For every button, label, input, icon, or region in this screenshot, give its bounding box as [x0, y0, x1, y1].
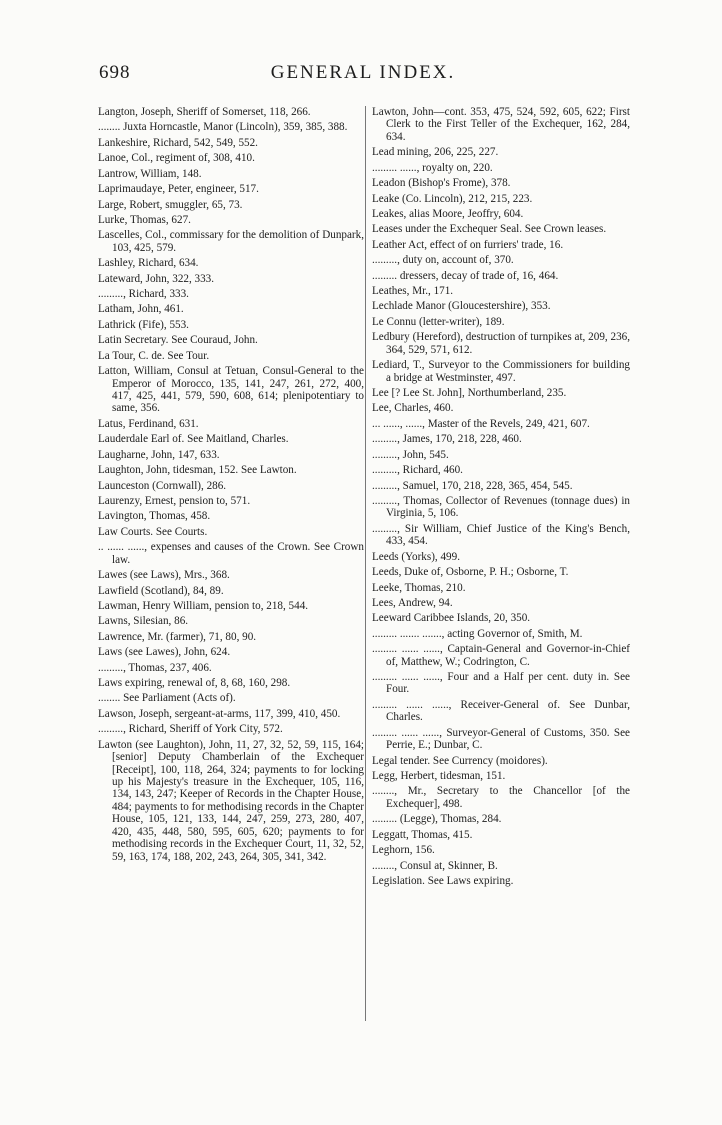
index-entry: ........., John, 545.	[372, 448, 449, 461]
index-entry: Large, Robert, smuggler, 65, 73.	[98, 198, 243, 211]
index-entry: ........., Samuel, 170, 218, 228, 365, 454, 545.	[372, 479, 573, 492]
page-number: 698	[99, 62, 131, 83]
index-entry: .. ...... ......, expenses and causes of the Crown. See Crown law.	[98, 541, 364, 566]
index-entry: Langton, Joseph, Sheriff of Somerset, 118, 266.	[98, 106, 311, 118]
index-entry: Leggatt, Thomas, 415.	[372, 828, 473, 841]
index-entry: Leeds (Yorks), 499.	[372, 550, 460, 563]
index-entry: Laws expiring, renewal of, 8, 68, 160, 298.	[98, 677, 291, 690]
index-entry: ........., Thomas, 237, 406.	[98, 661, 212, 674]
index-entry: Lead mining, 206, 225, 227.	[372, 146, 499, 159]
index-entry: ........., Thomas, Collector of Revenues (tonnage dues) in Virginia, 5, 106.	[372, 494, 630, 520]
index-entry: Ledbury (Hereford), destruction of turnpikes at, 209, 236, 364, 529, 571, 612.	[372, 331, 630, 356]
index-entry: Leadon (Bishop's Frome), 378.	[372, 177, 511, 190]
index-entry: Latham, John, 461.	[98, 303, 184, 316]
index-entry: Leather Act, effect of on furriers' trade, 16.	[372, 238, 564, 251]
index-entry: Le Connu (letter-writer), 189.	[372, 315, 505, 328]
index-entry: Legg, Herbert, tidesman, 151.	[372, 769, 506, 782]
index-entry: Lankeshire, Richard, 542, 549, 552.	[98, 136, 258, 149]
index-entry: Leases under the Exchequer Seal. See Crown leases.	[372, 223, 607, 236]
index-column-left	[98, 106, 364, 866]
index-entry: Laprimaudaye, Peter, engineer, 517.	[98, 183, 259, 196]
index-entry: Legislation. See Laws expiring.	[372, 874, 514, 887]
index-entry: ......... ...... ......, Surveyor-General of Customs, 350. See Perrie, E.; Dunbar, C.	[372, 726, 630, 752]
index-entry: ......... (Legge), Thomas, 284.	[372, 813, 502, 826]
index-entry: Lathrick (Fife), 553.	[98, 318, 189, 331]
index-entry: Latton, William, Consul at Tetuan, Consul-General to the Emperor of Morocco, 135, 141, 247, 261, 272, 400, 417, 425, 441, 579, 590, 608, 614; plenipotentiary to same, 356.	[98, 365, 364, 415]
index-entry: ........., Richard, Sheriff of York City, 572.	[98, 723, 283, 736]
index-entry: Leakes, alias Moore, Jeoffry, 604.	[372, 207, 524, 220]
index-entry: ........., Richard, 460.	[372, 464, 463, 477]
index-entry: Launceston (Cornwall), 286.	[98, 479, 227, 492]
index-entry: Lascelles, Col., commissary for the demolition of Dunpark, 103, 425, 579.	[98, 229, 364, 254]
index-entry: ... ......, ......, Master of the Revels, 249, 421, 607.	[372, 417, 590, 430]
page-header	[99, 62, 627, 90]
index-entry: Lawrence, Mr. (farmer), 71, 80, 90.	[98, 630, 257, 643]
index-entry: Lateward, John, 322, 333.	[98, 272, 215, 285]
index-entry: Lees, Andrew, 94.	[372, 596, 453, 609]
index-entry: ........, Consul at, Skinner, B.	[372, 859, 498, 872]
index-column-right	[372, 106, 630, 890]
index-entry: Laughton, John, tidesman, 152. See Lawton.	[98, 464, 297, 477]
index-entry: Lee [? Lee St. John], Northumberland, 235.	[372, 387, 567, 400]
index-entry: Lawman, Henry William, pension to, 218, 544.	[98, 599, 309, 612]
index-entry: Lauderdale Earl of. See Maitland, Charles.	[98, 433, 289, 446]
index-entry: Lee, Charles, 460.	[372, 402, 454, 415]
index-entry: Lawton (see Laughton), John, 11, 27, 32, 52, 59, 115, 164; [senior] Deputy Chamberlain of the Exchequer [Receipt], 100, 118, 264, 324; payments to for locking up his Majesty's treasure in the Exchequer, 105, 116, 134, 143, 247; Keeper of Records in the Chapter House, 484; payments to for methodising records in the Chapter House, 105, 121, 133, 144, 247, 259, 273, 280, 407, 420, 435, 448, 580, 595, 605, 620; payments to for methodising records in the Exchequer Court, 11, 32, 52, 59, 163, 174, 188, 202, 243, 264, 305, 341, 342.	[98, 738, 364, 863]
column-divider	[365, 106, 366, 1021]
index-entry: Lawfield (Scotland), 84, 89.	[98, 584, 224, 597]
index-entry: ........., Richard, 333.	[98, 288, 189, 301]
index-entry: Lantrow, William, 148.	[98, 167, 202, 180]
index-entry: ......... ...... ......, Four and a Half per cent. duty in. See Four.	[372, 671, 630, 696]
index-entry: Latus, Ferdinand, 631.	[98, 417, 199, 430]
index-entry: Lawton, John—cont. 353, 475, 524, 592, 605, 622; First Clerk to the First Teller of the Exchequer, 162, 284, 634.	[372, 106, 630, 143]
index-entry: Latin Secretary. See Couraud, John.	[98, 334, 258, 347]
index-entry: Leake (Co. Lincoln), 212, 215, 223.	[372, 192, 533, 205]
index-entry: Laugharne, John, 147, 633.	[98, 448, 220, 461]
index-entry: ......... ....... ......., acting Governor of, Smith, M.	[372, 627, 583, 640]
index-entry: ......... ...... ......, Receiver-General of. See Dunbar, Charles.	[372, 698, 630, 724]
running-title: GENERAL INDEX.	[270, 62, 456, 83]
index-entry: ......... ......, royalty on, 220.	[372, 161, 493, 174]
index-entry: Lawns, Silesian, 86.	[98, 615, 189, 628]
index-entry: La Tour, C. de. See Tour.	[98, 349, 210, 362]
index-entry: ........, Mr., Secretary to the Chancellor [of the Exchequer], 498.	[372, 785, 630, 810]
index-entry: Leeward Caribbee Islands, 20, 350.	[372, 612, 531, 625]
index-entry: Law Courts. See Courts.	[98, 525, 208, 538]
index-entry: Lashley, Richard, 634.	[98, 257, 199, 270]
index-entry: Legal tender. See Currency (moidores).	[372, 754, 548, 767]
index-entry: Lechlade Manor (Gloucestershire), 353.	[372, 300, 551, 313]
index-entry: Leathes, Mr., 171.	[372, 285, 454, 298]
index-entry: ........ See Parliament (Acts of).	[98, 692, 236, 705]
index-entry: ......... ...... ......, Captain-General and Governor-in-Chief of, Matthew, W.; Codrington, C.	[372, 643, 630, 668]
index-entry: Lediard, T., Surveyor to the Commissioners for building a bridge at Westminster, 497.	[372, 359, 630, 384]
index-entry: Laurenzy, Ernest, pension to, 571.	[98, 494, 251, 507]
index-entry: Lanoe, Col., regiment of, 308, 410.	[98, 152, 255, 165]
index-entry: Leeke, Thomas, 210.	[372, 581, 466, 594]
index-entry: Laws (see Lawes), John, 624.	[98, 646, 231, 659]
index-entry: Lawson, Joseph, sergeant-at-arms, 117, 399, 410, 450.	[98, 707, 341, 720]
index-entry: ......... dressers, decay of trade of, 16, 464.	[372, 269, 559, 282]
index-entry: Lurke, Thomas, 627.	[98, 213, 191, 226]
index-entry: Leeds, Duke of, Osborne, P. H.; Osborne, T.	[372, 566, 569, 579]
index-entry: ........ Juxta Horncastle, Manor (Lincoln), 359, 385, 388.	[98, 121, 348, 134]
index-entry: ........., James, 170, 218, 228, 460.	[372, 433, 522, 446]
index-entry: Lavington, Thomas, 458.	[98, 510, 211, 523]
index-entry: ........., Sir William, Chief Justice of the King's Bench, 433, 454.	[372, 522, 630, 548]
index-entry: Leghorn, 156.	[372, 844, 435, 857]
index-entry: ........., duty on, account of, 370.	[372, 254, 514, 267]
index-entry: Lawes (see Laws), Mrs., 368.	[98, 569, 230, 582]
